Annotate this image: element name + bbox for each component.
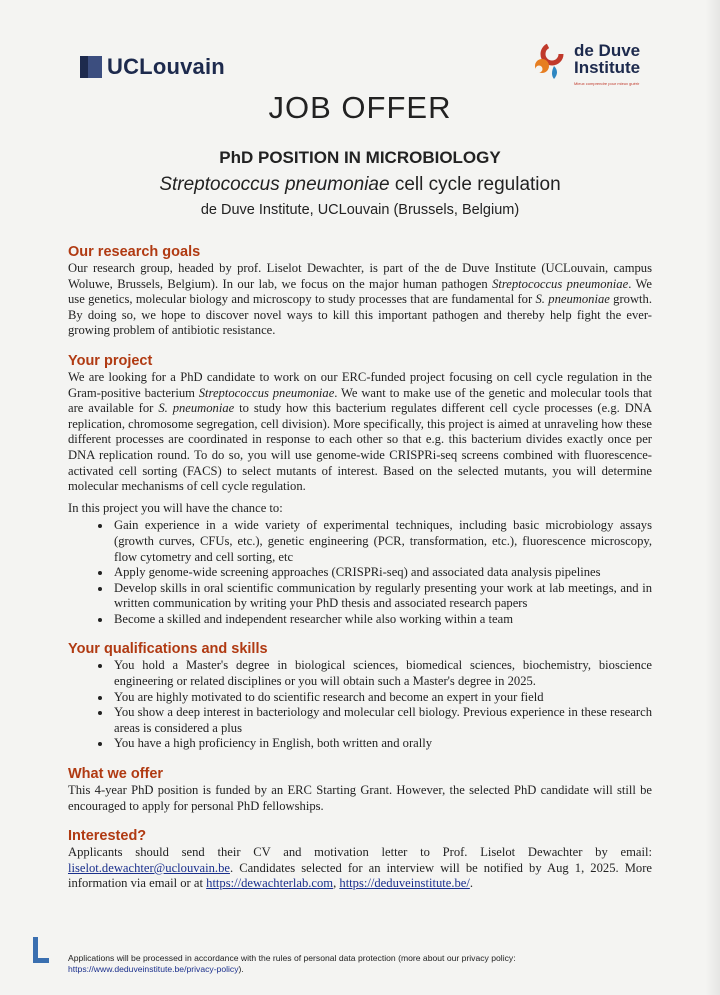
list-item: • Apply genome-wide screening approaches (CRISPRi-seq) and associated data analysis pipelines [112,565,652,581]
deduve-tagline: Mieux comprendre pour mieux guérir [574,81,640,86]
corner-mark-icon [33,937,49,963]
qualifications-heading: Your qualifications and skills [68,641,268,658]
location: de Duve Institute, UCLouvain (Brussels, Belgium) [200,202,520,218]
project-text-2: . We want to make use of the genetic and molecular tools that are available for [68,385,652,416]
interested-text-3: . [469,876,474,891]
link-separator: , [333,876,340,891]
privacy-footer [68,953,658,975]
list-item: • You hold a Master's degree in biological sciences, biomedical sciences, biochemistry, bioscience engineering or related disciplines or you will obtain such a Master's degree in 2025. [112,658,652,689]
research-text-2: . We use genetics, molecular biology and microscopy to study processes that are fundamental for [68,276,652,307]
project-heading: Your project [68,352,153,369]
project-text-3: to study how this bacterium regulates different cell cycle processes (e.g. DNA replication, chromosome segregation, cell division). More specifically, this project is aimed at unraveling how these different processes are coordinated in response to each other so that e.g. this bacterium divides exactly once per DNA replication round. To do so, you will use genome-wide CRISPRi-seq screens combined with fluorescence-activated cell sorting (FACS) to select mutants of interest. Based on the selected mutants, you will determine molecular mechanisms of cell cycle regulation. [68,401,652,494]
project-paragraph [68,370,652,495]
uclouvain-wordmark: UCLouvain [107,54,225,79]
uclouvain-logo [80,52,225,82]
interested-heading: Interested? [68,828,147,845]
privacy-policy-link[interactable]: https://www.deduveinstitute.be/privacy-policy [68,964,239,974]
project-lead: In this project you will have the chance to: [68,500,283,515]
institute-website-link[interactable]: https://deduveinstitute.be/ [339,876,470,891]
interested-text-2: . Candidates selected for an interview will be notified by Aug 1, 2025. More information via email or at [68,860,652,891]
project-title-species: Streptococcus pneumoniae [159,174,390,195]
research-species-1: Streptococcus pneumoniae [492,276,629,291]
deduve-line2: Institute [574,58,641,77]
project-species-2: S. pneumoniae [158,401,235,416]
footer-end: ). [238,964,244,974]
offer-paragraph: This 4-year PhD position is funded by an ERC Starting Grant. However, the selected PhD candidate will still be encouraged to apply for personal PhD fellowships. [68,783,652,813]
project-text-1: We are looking for a PhD candidate to work on our ERC-funded project focusing on cell cycle regulation in the Gram-positive bacterium [68,369,652,400]
email-link[interactable]: liselot.dewachter@uclouvain.be [68,860,230,875]
project-species-1: Streptococcus pneumoniae [198,385,335,400]
footer-text: Applications will be processed in accordance with the rules of personal data protection (more about our privacy policy: [68,953,516,963]
project-bullets [68,518,652,627]
list-item: • You show a deep interest in bacteriology and molecular cell biology. Previous experience in these research areas is considered a plus [112,705,652,736]
deduve-logo [530,40,690,92]
list-item: • Become a skilled and independent researcher while also working within a team [112,612,652,628]
research-text-1: Our research group, headed by prof. Liselot Dewachter, is part of the de Duve Institute (UCLouvain, campus Woluwe, Brussels, Belgium). In our lab, we focus on the major human pathogen [68,261,652,291]
offer-body [68,243,652,892]
research-species-2: S. pneumoniae [535,292,610,307]
list-item: • You are highly motivated to do scientific research and become an expert in your field [112,690,652,706]
uclouvain-mark-icon [80,56,102,78]
project-title [0,174,720,196]
list-item: • Gain experience in a wide variety of experimental techniques, including basic microbiology assays (growth curves, CFUs, etc.), genetic engineering (PCR, transformation, etc.), fluorescence microscopy, flow cytometry and cell sorting, etc [112,518,652,565]
interested-paragraph [68,845,652,892]
offer-heading: What we offer [68,766,164,783]
page-title: JOB OFFER [268,90,452,125]
research-paragraph [68,261,652,339]
list-item: • Develop skills in oral scientific communication by regularly presenting your work at lab meetings, and in written communication by writing your PhD thesis and associated research papers [112,581,652,612]
page-edge-shadow [705,0,720,995]
research-text-3: growth. By doing so, we hope to discover novel ways to kill this important pathogen and thereby help fight the ever-growing problem of antibiotic resistance. [68,292,653,338]
project-title-rest: cell cycle regulation [389,174,561,195]
qualifications-bullets [68,658,652,752]
deduve-mark-icon [530,42,570,82]
deduve-wordmark [574,42,640,76]
lab-website-link[interactable]: https://dewachterlab.com [206,876,334,891]
research-heading: Our research goals [68,244,201,260]
position-title: PhD POSITION IN MICROBIOLOGY [219,148,501,167]
list-item: • You have a high proficiency in English, both written and orally [112,736,652,752]
interested-text-1: Applicants should send their CV and motivation letter to Prof. Liselot Dewachter by email: [68,845,652,860]
deduve-line1: de Duve [574,41,641,60]
